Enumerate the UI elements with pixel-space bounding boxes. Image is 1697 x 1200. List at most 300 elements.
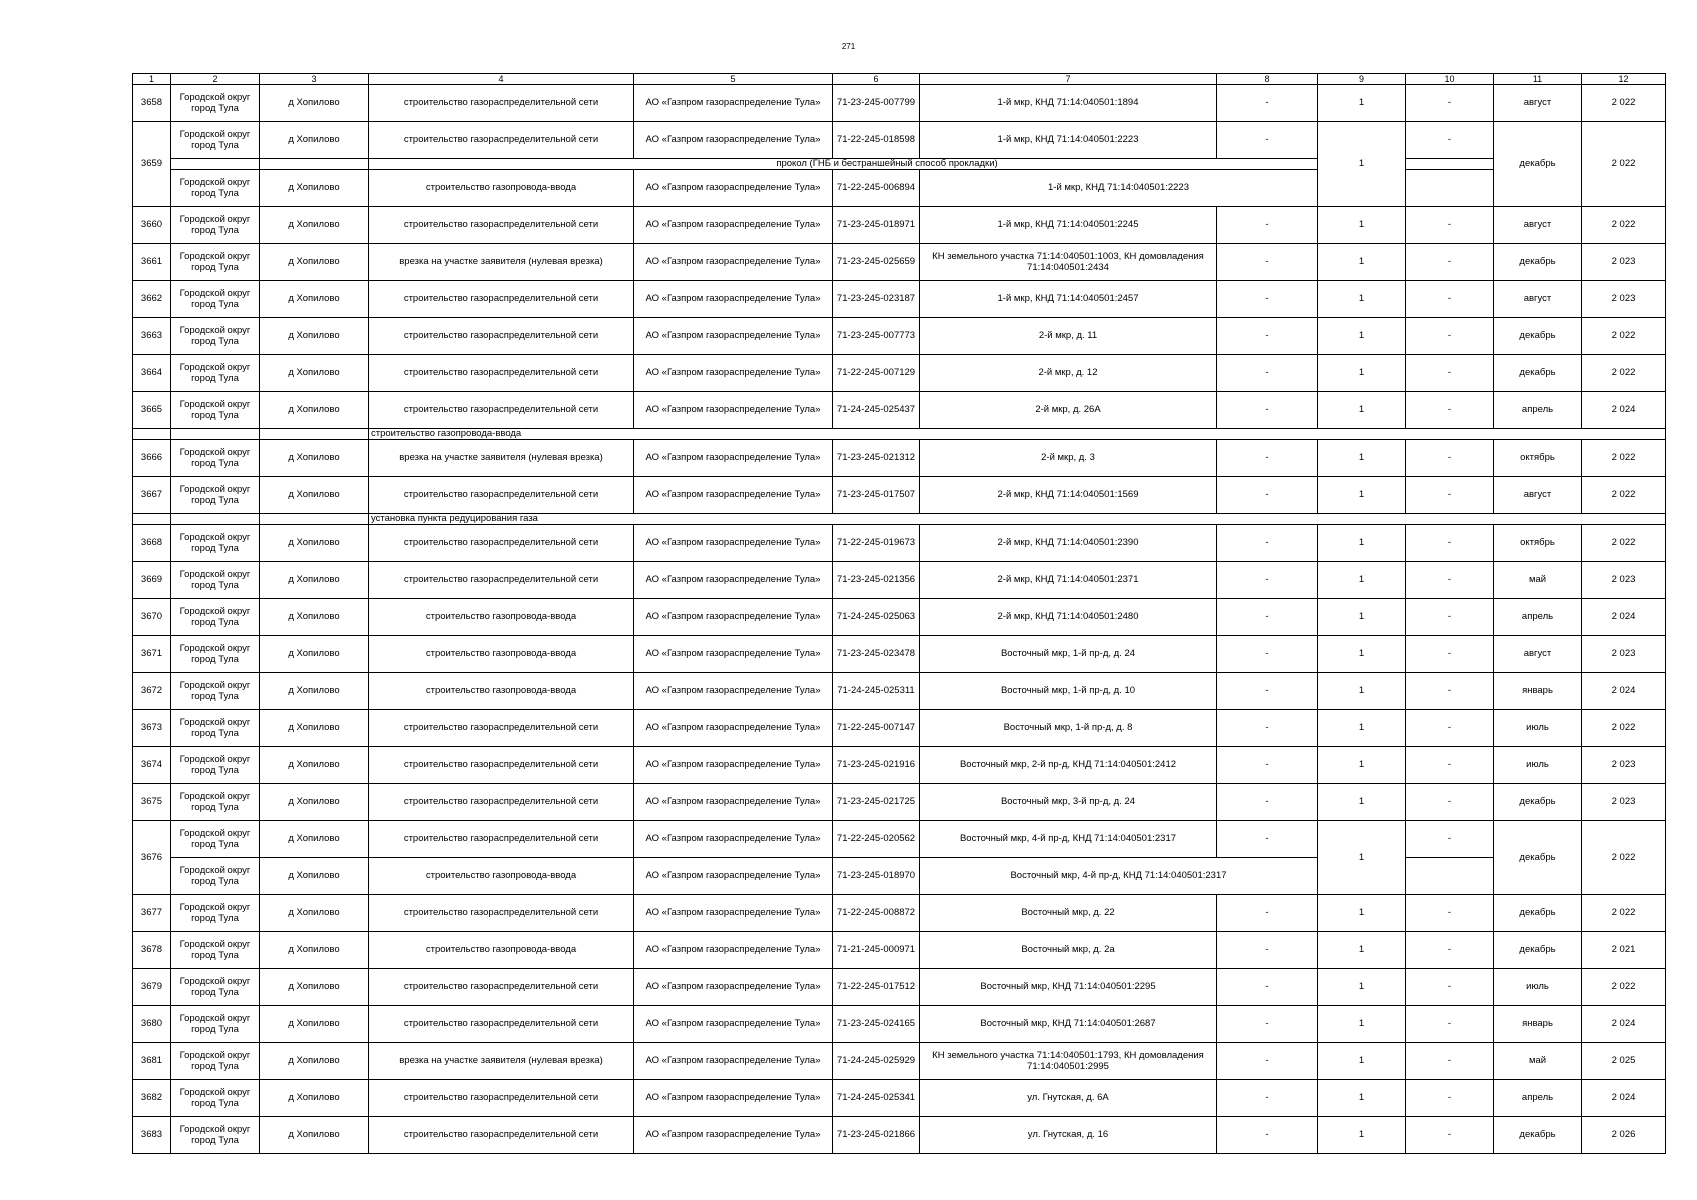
column-header-9: 9 <box>1318 74 1406 85</box>
row-number: 3659 <box>133 122 171 207</box>
code: 71-22-245-006894 <box>833 170 920 207</box>
col-8: - <box>1217 207 1318 244</box>
district: Городской округ город Тула <box>171 599 260 636</box>
organization: АО «Газпром газораспределение Тула» <box>634 477 833 514</box>
code: 71-22-245-007129 <box>833 355 920 392</box>
row-number: 3678 <box>133 932 171 969</box>
work-type: строительство газораспределительной сети <box>369 895 634 932</box>
column-header-10: 10 <box>1406 74 1494 85</box>
col-10: - <box>1406 85 1494 122</box>
year: 2 022 <box>1582 122 1666 207</box>
header-row <box>133 74 1666 85</box>
district: Городской округ город Тула <box>171 821 260 858</box>
col-8: - <box>1217 932 1318 969</box>
col-8: - <box>1217 318 1318 355</box>
work-type: строительство газопровода-ввода <box>369 636 634 673</box>
note-blank <box>133 429 171 440</box>
table-row <box>133 281 1666 318</box>
col-10: - <box>1406 477 1494 514</box>
locality: д Хопилово <box>260 673 369 710</box>
col-8: - <box>1217 355 1318 392</box>
note-text: установка пункта редуцирования газа <box>369 514 1666 525</box>
col-8: - <box>1217 1117 1318 1154</box>
col-8: - <box>1217 477 1318 514</box>
col-9: 1 <box>1318 710 1406 747</box>
table-row <box>133 562 1666 599</box>
code: 71-24-245-025063 <box>833 599 920 636</box>
column-header-6: 6 <box>833 74 920 85</box>
district: Городской округ город Тула <box>171 1006 260 1043</box>
table-row <box>133 1006 1666 1043</box>
col-10: - <box>1406 710 1494 747</box>
note-text: прокол (ГНБ и бестраншейный способ прокладки) <box>369 159 1406 170</box>
code: 71-23-245-018970 <box>833 858 920 895</box>
month: август <box>1494 636 1582 673</box>
col-9: 1 <box>1318 895 1406 932</box>
address: Восточный мкр, 4-й пр-д, КНД 71:14:040501:2317 <box>920 821 1217 858</box>
col-10: - <box>1406 747 1494 784</box>
address: 1-й мкр, КНД 71:14:040501:2245 <box>920 207 1217 244</box>
row-number: 3669 <box>133 562 171 599</box>
col-8: - <box>1217 599 1318 636</box>
month: декабрь <box>1494 784 1582 821</box>
address: КН земельного участка 71:14:040501:1003, КН домовладения 71:14:040501:2434 <box>920 244 1217 281</box>
month: август <box>1494 477 1582 514</box>
col-8: - <box>1217 710 1318 747</box>
year: 2 022 <box>1582 355 1666 392</box>
row-number: 3673 <box>133 710 171 747</box>
district: Городской округ город Тула <box>171 244 260 281</box>
note-blank <box>133 514 171 525</box>
col-10: - <box>1406 392 1494 429</box>
month: август <box>1494 207 1582 244</box>
note-blank <box>260 514 369 525</box>
table-row <box>133 440 1666 477</box>
locality: д Хопилово <box>260 858 369 895</box>
col-8: - <box>1217 821 1318 858</box>
district: Городской округ город Тула <box>171 122 260 159</box>
organization: АО «Газпром газораспределение Тула» <box>634 673 833 710</box>
code: 71-23-245-024165 <box>833 1006 920 1043</box>
col-9: 1 <box>1318 969 1406 1006</box>
note-blank <box>171 429 260 440</box>
col-8: - <box>1217 636 1318 673</box>
col-10: - <box>1406 1043 1494 1080</box>
col-10: - <box>1406 636 1494 673</box>
row-number: 3668 <box>133 525 171 562</box>
year: 2 022 <box>1582 85 1666 122</box>
district: Городской округ город Тула <box>171 562 260 599</box>
table-row <box>133 969 1666 1006</box>
address: Восточный мкр, КНД 71:14:040501:2295 <box>920 969 1217 1006</box>
month: январь <box>1494 673 1582 710</box>
table-row <box>133 636 1666 673</box>
year: 2 022 <box>1582 318 1666 355</box>
code: 71-22-245-020562 <box>833 821 920 858</box>
col-9: 1 <box>1318 85 1406 122</box>
table-row <box>133 932 1666 969</box>
row-number: 3680 <box>133 1006 171 1043</box>
table-row <box>133 477 1666 514</box>
year: 2 023 <box>1582 244 1666 281</box>
organization: АО «Газпром газораспределение Тула» <box>634 525 833 562</box>
district: Городской округ город Тула <box>171 747 260 784</box>
locality: д Хопилово <box>260 392 369 429</box>
work-type: строительство газораспределительной сети <box>369 1080 634 1117</box>
work-type: строительство газораспределительной сети <box>369 747 634 784</box>
work-type: строительство газопровода-ввода <box>369 858 634 895</box>
col-10: - <box>1406 122 1494 159</box>
code: 71-23-245-021866 <box>833 1117 920 1154</box>
row-number: 3683 <box>133 1117 171 1154</box>
locality: д Хопилово <box>260 281 369 318</box>
locality: д Хопилово <box>260 244 369 281</box>
organization: АО «Газпром газораспределение Тула» <box>634 636 833 673</box>
col-8: - <box>1217 673 1318 710</box>
year: 2 022 <box>1582 895 1666 932</box>
col-9: 1 <box>1318 122 1406 207</box>
col-8: - <box>1217 562 1318 599</box>
main-table <box>132 73 1666 1154</box>
locality: д Хопилово <box>260 895 369 932</box>
column-header-12: 12 <box>1582 74 1666 85</box>
work-type: строительство газопровода-ввода <box>369 932 634 969</box>
col-8: - <box>1217 281 1318 318</box>
row-number: 3670 <box>133 599 171 636</box>
district: Городской округ город Тула <box>171 673 260 710</box>
column-header-4: 4 <box>369 74 634 85</box>
col-9: 1 <box>1318 932 1406 969</box>
address: Восточный мкр, д. 2а <box>920 932 1217 969</box>
locality: д Хопилово <box>260 821 369 858</box>
district: Городской округ город Тула <box>171 440 260 477</box>
column-header-2: 2 <box>171 74 260 85</box>
code: 71-22-245-007147 <box>833 710 920 747</box>
address: 2-й мкр, КНД 71:14:040501:2371 <box>920 562 1217 599</box>
month: декабрь <box>1494 932 1582 969</box>
organization: АО «Газпром газораспределение Тула» <box>634 122 833 159</box>
col-9: 1 <box>1318 747 1406 784</box>
work-type: врезка на участке заявителя (нулевая врезка) <box>369 440 634 477</box>
col-10: - <box>1406 599 1494 636</box>
row-number: 3660 <box>133 207 171 244</box>
organization: АО «Газпром газораспределение Тула» <box>634 355 833 392</box>
district: Городской округ город Тула <box>171 207 260 244</box>
year: 2 024 <box>1582 392 1666 429</box>
row-number: 3675 <box>133 784 171 821</box>
locality: д Хопилово <box>260 440 369 477</box>
year: 2 023 <box>1582 281 1666 318</box>
district: Городской округ город Тула <box>171 525 260 562</box>
month: октябрь <box>1494 525 1582 562</box>
note-blank <box>171 159 260 170</box>
organization: АО «Газпром газораспределение Тула» <box>634 858 833 895</box>
work-type: строительство газораспределительной сети <box>369 969 634 1006</box>
month: декабрь <box>1494 821 1582 895</box>
work-type: строительство газораспределительной сети <box>369 562 634 599</box>
locality: д Хопилово <box>260 636 369 673</box>
year: 2 022 <box>1582 969 1666 1006</box>
table-row <box>133 355 1666 392</box>
address: 2-й мкр, КНД 71:14:040501:2390 <box>920 525 1217 562</box>
year: 2 022 <box>1582 821 1666 895</box>
month: декабрь <box>1494 122 1582 207</box>
district: Городской округ город Тула <box>171 1080 260 1117</box>
address: Восточный мкр, 2-й пр-д, КНД 71:14:040501:2412 <box>920 747 1217 784</box>
organization: АО «Газпром газораспределение Тула» <box>634 440 833 477</box>
col-8: - <box>1217 1043 1318 1080</box>
address: 2-й мкр, д. 26А <box>920 392 1217 429</box>
row-number: 3664 <box>133 355 171 392</box>
col-9: 1 <box>1318 355 1406 392</box>
year: 2 022 <box>1582 207 1666 244</box>
work-type: строительство газораспределительной сети <box>369 318 634 355</box>
month: июль <box>1494 710 1582 747</box>
table-row <box>133 599 1666 636</box>
month: декабрь <box>1494 244 1582 281</box>
organization: АО «Газпром газораспределение Тула» <box>634 969 833 1006</box>
address: 2-й мкр, д. 12 <box>920 355 1217 392</box>
col-10 <box>1406 170 1494 207</box>
col-8: - <box>1217 1006 1318 1043</box>
locality: д Хопилово <box>260 170 369 207</box>
col-9: 1 <box>1318 318 1406 355</box>
month: апрель <box>1494 599 1582 636</box>
year: 2 021 <box>1582 932 1666 969</box>
col-8: - <box>1217 244 1318 281</box>
organization: АО «Газпром газораспределение Тула» <box>634 710 833 747</box>
note-blank <box>260 429 369 440</box>
table-row <box>133 858 1666 895</box>
work-type: строительство газораспределительной сети <box>369 355 634 392</box>
district: Городской округ город Тула <box>171 1043 260 1080</box>
table-row <box>133 784 1666 821</box>
work-type: строительство газораспределительной сети <box>369 477 634 514</box>
organization: АО «Газпром газораспределение Тула» <box>634 932 833 969</box>
work-type: врезка на участке заявителя (нулевая врезка) <box>369 1043 634 1080</box>
col-9: 1 <box>1318 636 1406 673</box>
district: Городской округ город Тула <box>171 932 260 969</box>
note-row <box>133 429 1666 440</box>
district: Городской округ город Тула <box>171 85 260 122</box>
locality: д Хопилово <box>260 784 369 821</box>
work-type: строительство газораспределительной сети <box>369 710 634 747</box>
code: 71-22-245-008872 <box>833 895 920 932</box>
year: 2 024 <box>1582 1006 1666 1043</box>
code: 71-23-245-021725 <box>833 784 920 821</box>
table-row <box>133 318 1666 355</box>
code: 71-23-245-017507 <box>833 477 920 514</box>
col-9: 1 <box>1318 1080 1406 1117</box>
year: 2 023 <box>1582 636 1666 673</box>
month: декабрь <box>1494 1117 1582 1154</box>
row-number: 3676 <box>133 821 171 895</box>
locality: д Хопилово <box>260 525 369 562</box>
organization: АО «Газпром газораспределение Тула» <box>634 562 833 599</box>
year: 2 024 <box>1582 1080 1666 1117</box>
col-9: 1 <box>1318 440 1406 477</box>
row-number: 3671 <box>133 636 171 673</box>
code: 71-22-245-017512 <box>833 969 920 1006</box>
locality: д Хопилово <box>260 318 369 355</box>
col-10 <box>1406 858 1494 895</box>
year: 2 023 <box>1582 562 1666 599</box>
note-blank <box>260 159 369 170</box>
column-header-11: 11 <box>1494 74 1582 85</box>
code: 71-23-245-021356 <box>833 562 920 599</box>
row-number: 3679 <box>133 969 171 1006</box>
locality: д Хопилово <box>260 1080 369 1117</box>
work-type: строительство газопровода-ввода <box>369 673 634 710</box>
table-row <box>133 85 1666 122</box>
col-10: - <box>1406 932 1494 969</box>
col-9: 1 <box>1318 281 1406 318</box>
year: 2 024 <box>1582 673 1666 710</box>
row-number: 3666 <box>133 440 171 477</box>
col-9: 1 <box>1318 599 1406 636</box>
work-type: строительство газораспределительной сети <box>369 821 634 858</box>
district: Городской округ город Тула <box>171 355 260 392</box>
organization: АО «Газпром газораспределение Тула» <box>634 895 833 932</box>
district: Городской округ город Тула <box>171 281 260 318</box>
col-10: - <box>1406 1006 1494 1043</box>
row-number: 3663 <box>133 318 171 355</box>
column-header-5: 5 <box>634 74 833 85</box>
organization: АО «Газпром газораспределение Тула» <box>634 1080 833 1117</box>
row-number: 3665 <box>133 392 171 429</box>
address: 1-й мкр, КНД 71:14:040501:2457 <box>920 281 1217 318</box>
locality: д Хопилово <box>260 207 369 244</box>
col-8: - <box>1217 969 1318 1006</box>
district: Городской округ город Тула <box>171 710 260 747</box>
month: июль <box>1494 747 1582 784</box>
table-row <box>133 673 1666 710</box>
address: Восточный мкр, 1-й пр-д, д. 8 <box>920 710 1217 747</box>
year: 2 022 <box>1582 440 1666 477</box>
month: август <box>1494 281 1582 318</box>
note-row <box>133 159 1666 170</box>
locality: д Хопилово <box>260 1006 369 1043</box>
locality: д Хопилово <box>260 747 369 784</box>
note-blank <box>1406 159 1494 170</box>
code: 71-24-245-025929 <box>833 1043 920 1080</box>
code: 71-22-245-019673 <box>833 525 920 562</box>
district: Городской округ город Тула <box>171 170 260 207</box>
col-8: - <box>1217 440 1318 477</box>
col-8: - <box>1217 784 1318 821</box>
address: 2-й мкр, КНД 71:14:040501:1569 <box>920 477 1217 514</box>
organization: АО «Газпром газораспределение Тула» <box>634 1043 833 1080</box>
col-10: - <box>1406 969 1494 1006</box>
locality: д Хопилово <box>260 932 369 969</box>
note-text: строительство газопровода-ввода <box>369 429 1666 440</box>
code: 71-23-245-023187 <box>833 281 920 318</box>
work-type: строительство газораспределительной сети <box>369 281 634 318</box>
locality: д Хопилово <box>260 599 369 636</box>
organization: АО «Газпром газораспределение Тула» <box>634 244 833 281</box>
code: 71-23-245-007773 <box>833 318 920 355</box>
column-header-3: 3 <box>260 74 369 85</box>
district: Городской округ город Тула <box>171 318 260 355</box>
col-9: 1 <box>1318 525 1406 562</box>
col-10: - <box>1406 1080 1494 1117</box>
organization: АО «Газпром газораспределение Тула» <box>634 207 833 244</box>
column-header-7: 7 <box>920 74 1217 85</box>
address: ул. Гнутская, д. 16 <box>920 1117 1217 1154</box>
district: Городской округ город Тула <box>171 636 260 673</box>
column-header-1: 1 <box>133 74 171 85</box>
row-number: 3677 <box>133 895 171 932</box>
table-row <box>133 821 1666 858</box>
row-number: 3672 <box>133 673 171 710</box>
locality: д Хопилово <box>260 85 369 122</box>
col-10: - <box>1406 525 1494 562</box>
row-number: 3662 <box>133 281 171 318</box>
row-number: 3674 <box>133 747 171 784</box>
col-9: 1 <box>1318 1043 1406 1080</box>
locality: д Хопилово <box>260 1117 369 1154</box>
work-type: строительство газопровода-ввода <box>369 599 634 636</box>
month: июль <box>1494 969 1582 1006</box>
work-type: врезка на участке заявителя (нулевая врезка) <box>369 244 634 281</box>
col-10: - <box>1406 562 1494 599</box>
row-number: 3661 <box>133 244 171 281</box>
district: Городской округ город Тула <box>171 895 260 932</box>
code: 71-21-245-000971 <box>833 932 920 969</box>
address: Восточный мкр, 1-й пр-д, д. 24 <box>920 636 1217 673</box>
row-number: 3667 <box>133 477 171 514</box>
table-row <box>133 525 1666 562</box>
col-10: - <box>1406 821 1494 858</box>
month: май <box>1494 562 1582 599</box>
code: 71-23-245-023478 <box>833 636 920 673</box>
work-type: строительство газораспределительной сети <box>369 85 634 122</box>
table-row <box>133 710 1666 747</box>
work-type: строительство газораспределительной сети <box>369 122 634 159</box>
col-8: - <box>1217 392 1318 429</box>
address: 1-й мкр, КНД 71:14:040501:2223 <box>920 122 1217 159</box>
col-10: - <box>1406 440 1494 477</box>
work-type: строительство газораспределительной сети <box>369 784 634 821</box>
organization: АО «Газпром газораспределение Тула» <box>634 85 833 122</box>
address: 1-й мкр, КНД 71:14:040501:1894 <box>920 85 1217 122</box>
year: 2 022 <box>1582 477 1666 514</box>
organization: АО «Газпром газораспределение Тула» <box>634 170 833 207</box>
code: 71-23-245-007799 <box>833 85 920 122</box>
code: 71-23-245-021312 <box>833 440 920 477</box>
organization: АО «Газпром газораспределение Тула» <box>634 1006 833 1043</box>
month: май <box>1494 1043 1582 1080</box>
year: 2 022 <box>1582 525 1666 562</box>
col-10: - <box>1406 1117 1494 1154</box>
code: 71-24-245-025341 <box>833 1080 920 1117</box>
table-row <box>133 1043 1666 1080</box>
month: январь <box>1494 1006 1582 1043</box>
year: 2 025 <box>1582 1043 1666 1080</box>
month: август <box>1494 85 1582 122</box>
col-9: 1 <box>1318 207 1406 244</box>
year: 2 023 <box>1582 784 1666 821</box>
col-8: - <box>1217 1080 1318 1117</box>
organization: АО «Газпром газораспределение Тула» <box>634 392 833 429</box>
month: октябрь <box>1494 440 1582 477</box>
work-type: строительство газораспределительной сети <box>369 525 634 562</box>
col-8: - <box>1217 525 1318 562</box>
col-8: - <box>1217 122 1318 159</box>
col-10: - <box>1406 318 1494 355</box>
organization: АО «Газпром газораспределение Тула» <box>634 784 833 821</box>
code: 71-22-245-018598 <box>833 122 920 159</box>
